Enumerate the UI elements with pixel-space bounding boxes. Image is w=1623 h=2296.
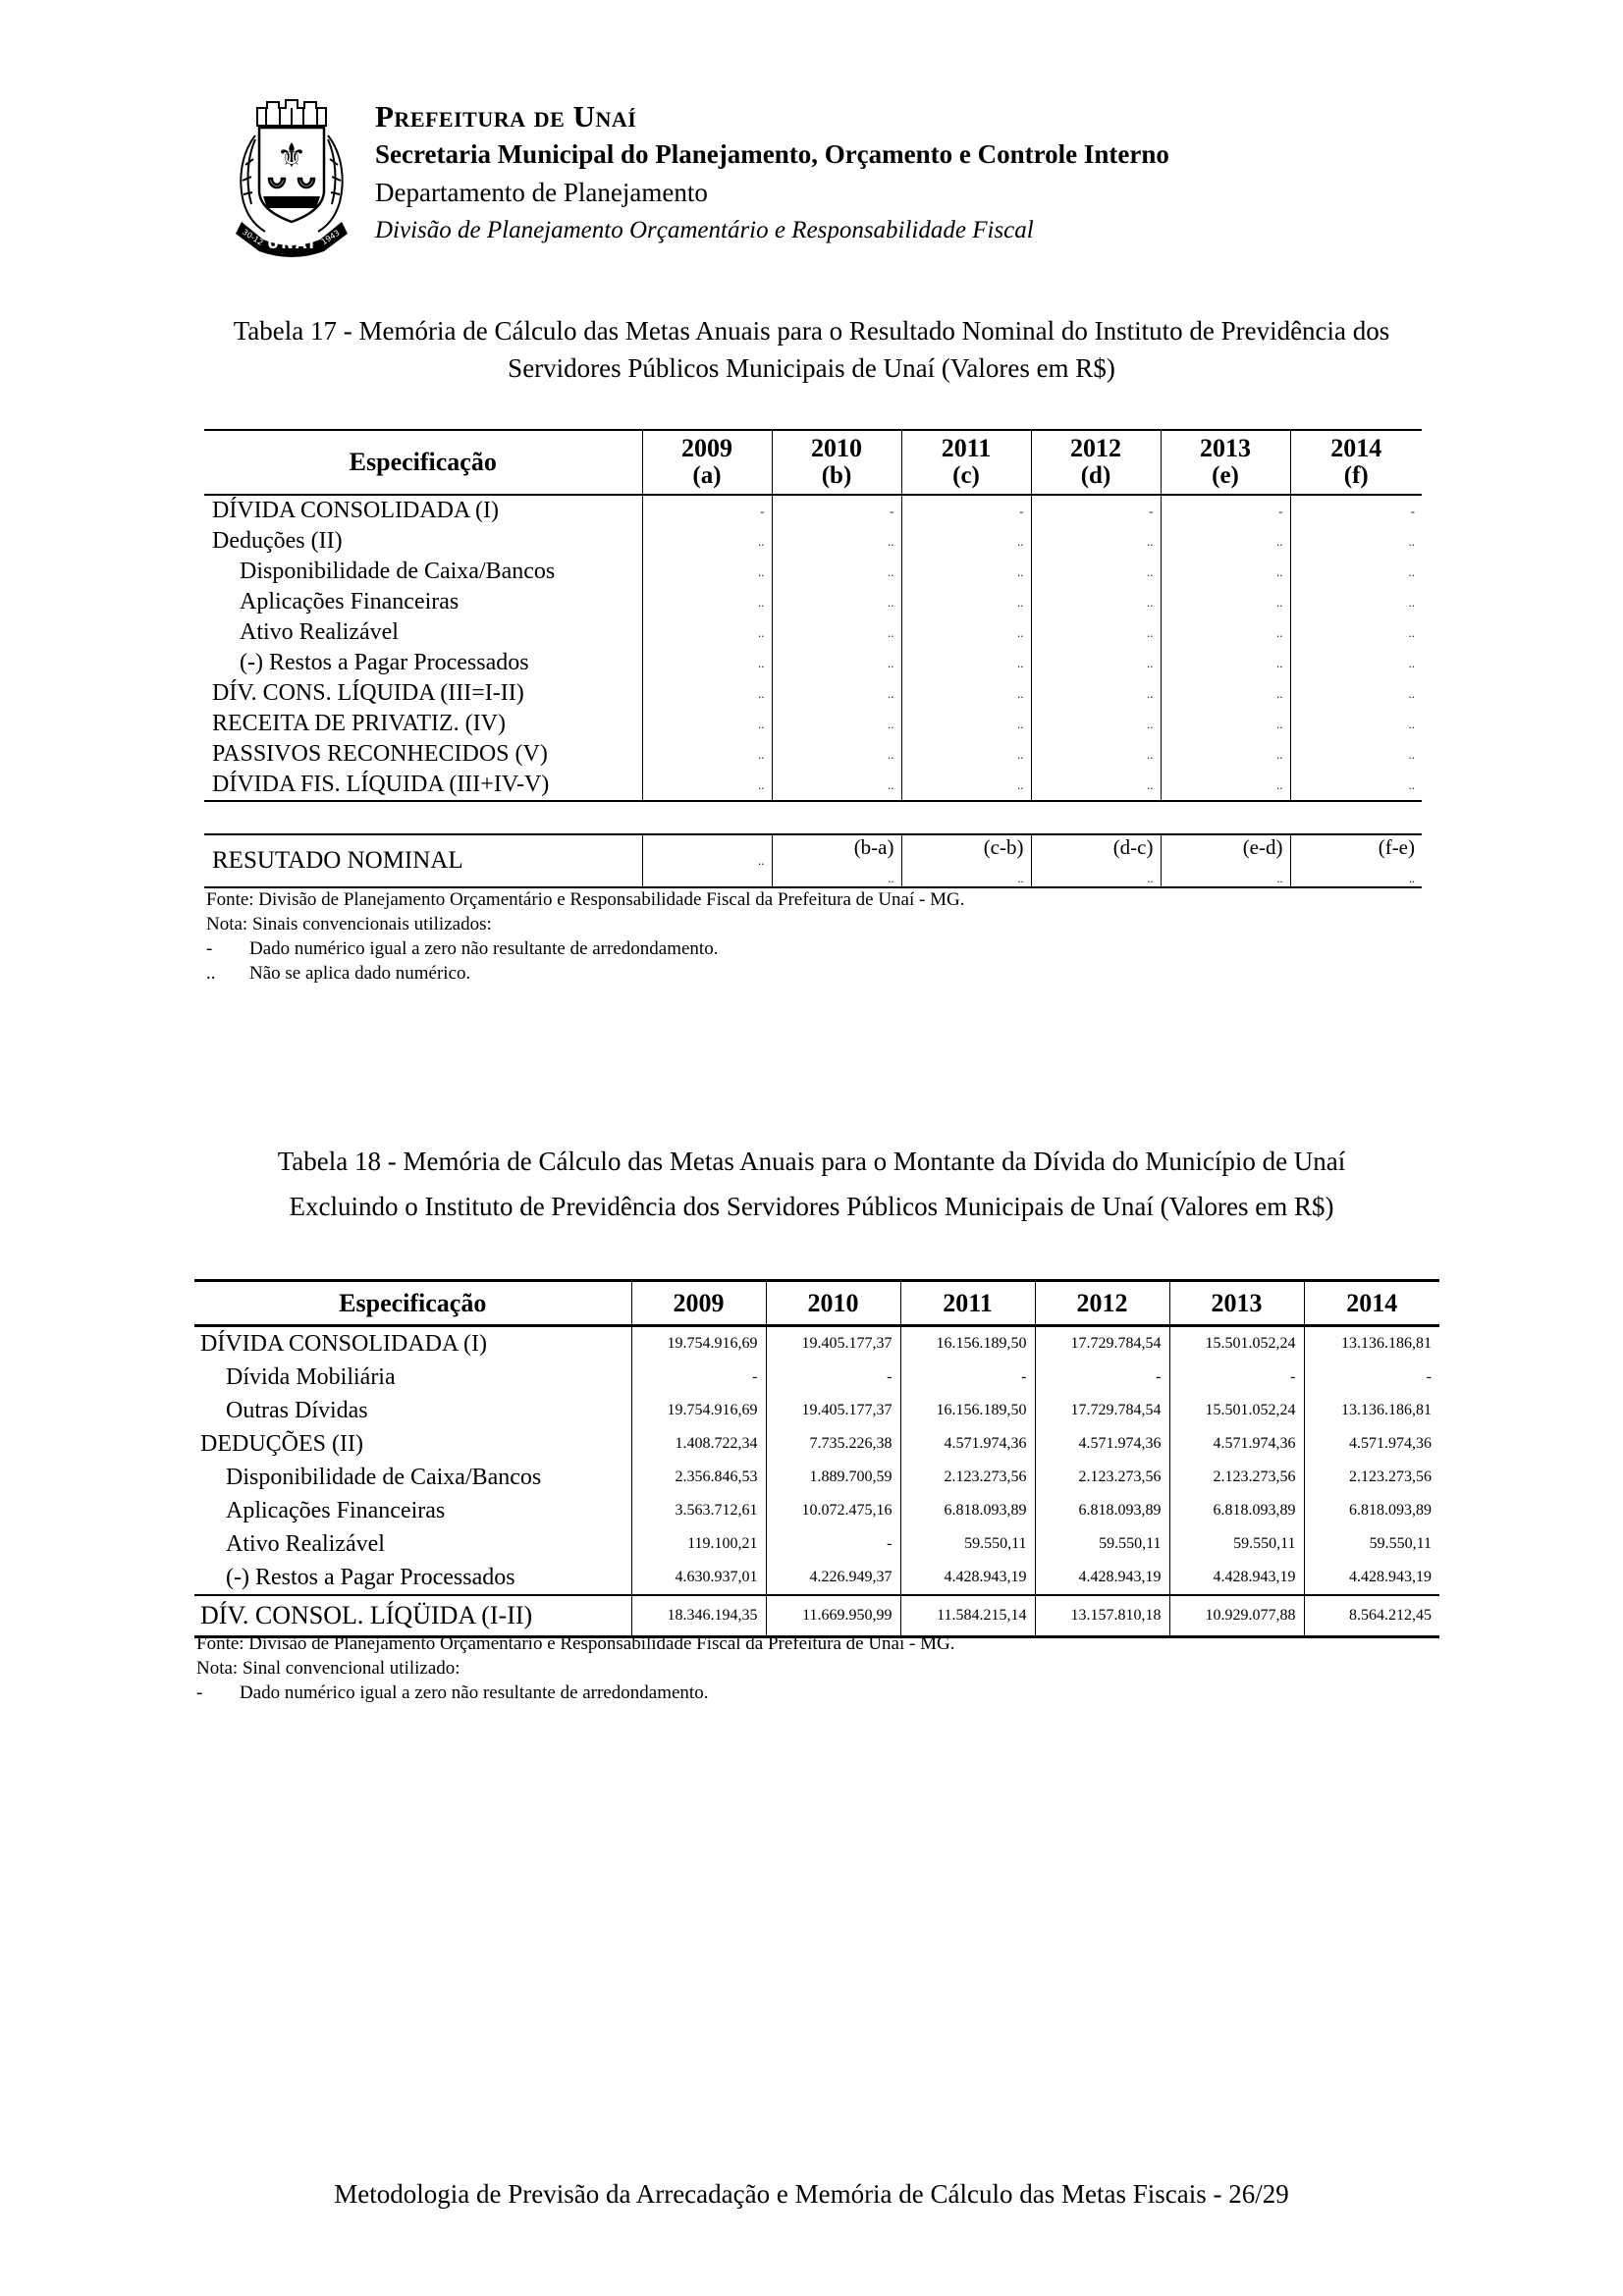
- cell-value: ..: [1161, 587, 1290, 617]
- cell-value: ..: [1290, 557, 1422, 587]
- secretariat-line: Secretaria Municipal do Planejamento, Orçamento e Controle Interno: [375, 139, 1169, 169]
- table18-header-row: [194, 1281, 1439, 1326]
- row-label: Disponibilidade de Caixa/Bancos: [226, 1464, 542, 1490]
- cell-value: 16.156.189,50: [900, 1394, 1035, 1427]
- row-label: DEDUÇÕES (II): [200, 1430, 363, 1457]
- row-label: DÍV. CONS. LÍQUIDA (III=I-II): [212, 680, 524, 706]
- row-label: (-) Restos a Pagar Processados: [240, 650, 529, 675]
- year-label: 2011: [941, 434, 992, 462]
- shield-icon: [259, 128, 324, 222]
- year-label: 2009: [681, 434, 732, 462]
- cell-value: -: [1035, 1361, 1169, 1394]
- formula-cell: [1290, 834, 1422, 887]
- row-label: Aplicações Financeiras: [240, 589, 460, 614]
- table18-row: [194, 1461, 1439, 1494]
- cell-value: ..: [772, 678, 901, 709]
- nominal-result-label: RESUTADO NOMINAL: [212, 847, 463, 874]
- banner-date-right: 1943: [319, 228, 342, 247]
- row-label: DÍVIDA FIS. LÍQUIDA (III+IV-V): [212, 772, 550, 797]
- table17-row: [204, 739, 1422, 770]
- row-label: Dívida Mobiliária: [226, 1363, 396, 1390]
- cell-value: 13.157.810,18: [1035, 1595, 1169, 1637]
- cell-value: ..: [772, 526, 901, 557]
- formula-cell: [901, 834, 1031, 887]
- cell-value: ..: [1290, 648, 1422, 678]
- note-mark: -: [196, 1682, 203, 1703]
- table18-year-header: 2012: [1035, 1281, 1169, 1326]
- cell-value: 2.123.273,56: [900, 1461, 1035, 1494]
- cell-value: ..: [1290, 587, 1422, 617]
- cell-value: -: [1161, 495, 1290, 526]
- table18-row: [194, 1494, 1439, 1527]
- cell-value: -: [900, 1361, 1035, 1394]
- cell-value: ..: [901, 678, 1031, 709]
- mural-crown-icon: [257, 100, 326, 126]
- table17-row: [204, 678, 1422, 709]
- table17-row: [204, 557, 1422, 587]
- table17-year-header: [1031, 430, 1161, 495]
- cell-value: 6.818.093,89: [900, 1494, 1035, 1527]
- table17-year-header: [1290, 430, 1422, 495]
- cell-value: ..: [1031, 587, 1161, 617]
- table18-note-item: [196, 1681, 954, 1705]
- cell-value: 2.123.273,56: [1035, 1461, 1169, 1494]
- row-label: Ativo Realizável: [240, 619, 399, 645]
- row-label: Ativo Realizável: [226, 1530, 385, 1557]
- table17-year-header: [1161, 430, 1290, 495]
- cell-value: ..: [1031, 770, 1161, 801]
- cell-value: 10.072.475,16: [766, 1494, 900, 1527]
- cell-value: ..: [642, 739, 772, 770]
- cell-value: ..: [901, 617, 1031, 648]
- cell-value: 4.630.937,01: [631, 1561, 766, 1595]
- formula-label: (f-e): [1378, 835, 1415, 859]
- table18-title: Tabela 18 - Memória de Cálculo das Metas Anuais para o Montante da Dívida do Município de Unaí Excluindo o Instituto de Previdência dos Servidores Públicos Municipais de Unaí (Valores em R$): [277, 1147, 1346, 1221]
- table18-row: [194, 1361, 1439, 1394]
- cell-value: -: [631, 1361, 766, 1394]
- letterhead: [234, 96, 1169, 261]
- cell-value: ..: [1031, 617, 1161, 648]
- cell-value: ..: [1290, 770, 1422, 801]
- page-footer: Metodologia de Previsão da Arrecadação e Memória de Cálculo das Metas Fiscais - 26/29: [334, 2179, 1289, 2209]
- cell-value: 4.428.943,19: [900, 1561, 1035, 1595]
- formula-wrap: [1162, 835, 1290, 885]
- banner-date-left: 30-12: [241, 227, 265, 248]
- cell-value: 4.571.974,36: [1304, 1427, 1439, 1461]
- table17: [204, 429, 1422, 802]
- cell-value: ..: [901, 739, 1031, 770]
- formula-cell: [1031, 834, 1161, 887]
- table17-note-item: [206, 961, 964, 986]
- formula-cell: [772, 834, 901, 887]
- table18-row: [194, 1394, 1439, 1427]
- cell-value: 59.550,11: [1035, 1527, 1169, 1561]
- table18-notes: [196, 1631, 954, 1705]
- cell-value: ..: [1161, 617, 1290, 648]
- table18-source: Fonte: Divisão de Planejamento Orçamentário e Responsabilidade Fiscal da Prefeitura de Unaí - MG.: [196, 1633, 955, 1654]
- row-label: PASSIVOS RECONHECIDOS (V): [212, 741, 548, 767]
- cell-value: ..: [1031, 709, 1161, 739]
- cell-value: ..: [901, 770, 1031, 801]
- cell-value: 119.100,21: [631, 1527, 766, 1561]
- cell-value: ..: [1290, 617, 1422, 648]
- formula-value: ..: [1409, 872, 1415, 885]
- table17-row: [204, 526, 1422, 557]
- cell-value: 4.428.943,19: [1169, 1561, 1304, 1595]
- cell-value: ..: [772, 770, 901, 801]
- cell-value: ..: [1161, 557, 1290, 587]
- cell-value: 6.818.093,89: [1304, 1494, 1439, 1527]
- cell-value: ..: [642, 770, 772, 801]
- table18-row: [194, 1427, 1439, 1461]
- row-label: Deduções (II): [212, 528, 343, 554]
- cell-value: -: [1304, 1361, 1439, 1394]
- cell-value: ..: [1161, 709, 1290, 739]
- table18-row: [194, 1527, 1439, 1561]
- cell-value: 18.346.194,35: [631, 1595, 766, 1637]
- note-text: Dado numérico igual a zero não resultante de arredondamento.: [249, 938, 719, 959]
- cell-value: ..: [772, 739, 901, 770]
- cell-value: -: [901, 495, 1031, 526]
- cell-value: 15.501.052,24: [1169, 1394, 1304, 1427]
- note-text: Não se aplica dado numérico.: [249, 963, 471, 984]
- cell-value: ..: [1161, 770, 1290, 801]
- year-label: 2013: [1200, 434, 1251, 462]
- cell-value: ..: [901, 526, 1031, 557]
- banner-text: UNAÍ: [267, 235, 316, 252]
- cell-value: ..: [1161, 739, 1290, 770]
- nominal-result-row: [204, 834, 1422, 887]
- formula-label: (d-c): [1112, 835, 1154, 859]
- cell-value: 19.754.916,69: [631, 1394, 766, 1427]
- cell-value: 3.563.712,61: [631, 1494, 766, 1527]
- cell-value: 19.754.916,69: [631, 1326, 766, 1362]
- cell-value: ..: [901, 648, 1031, 678]
- table17-source: Fonte: Divisão de Planejamento Orçamentário e Responsabilidade Fiscal da Prefeitura de Unaí - MG.: [206, 889, 965, 910]
- cell-value: 2.356.846,53: [631, 1461, 766, 1494]
- cell-value: -: [1031, 495, 1161, 526]
- table17-row: [204, 648, 1422, 678]
- table17-title: Tabela 17 - Memória de Cálculo das Metas Anuais para o Resultado Nominal do Instituto de Previdência dos Servidores Públicos Municipais de Unaí (Valores em R$): [233, 316, 1390, 383]
- cell-value: 4.428.943,19: [1304, 1561, 1439, 1595]
- table17-spec-header: Especificação: [204, 430, 642, 495]
- cell-value: 15.501.052,24: [1169, 1326, 1304, 1362]
- cell-value: 1.408.722,34: [631, 1427, 766, 1461]
- cell-value: ..: [1031, 557, 1161, 587]
- cell-value: ..: [772, 648, 901, 678]
- formula-wrap: [1032, 835, 1161, 885]
- cell-value: ..: [772, 587, 901, 617]
- cell-value: 59.550,11: [1169, 1527, 1304, 1561]
- table18-note-heading: Nota: Sinal convencional utilizado:: [196, 1658, 460, 1679]
- cell-value: ..: [772, 557, 901, 587]
- note-text: Dado numérico igual a zero não resultante de arredondamento.: [240, 1682, 709, 1703]
- cell-value: -: [1290, 495, 1422, 526]
- table18-year-header: 2010: [766, 1281, 900, 1326]
- cell-value: ..: [642, 678, 772, 709]
- year-letter: (b): [821, 462, 852, 489]
- formula-wrap: [902, 835, 1031, 885]
- year-label: 2014: [1330, 434, 1382, 462]
- table18: [194, 1279, 1439, 1638]
- department-line: Departamento de Planejamento: [375, 178, 708, 207]
- cell-value: ..: [642, 709, 772, 739]
- cell-value: 19.405.177,37: [766, 1326, 900, 1362]
- cell-value: 1.889.700,59: [766, 1461, 900, 1494]
- cell-value: ..: [1161, 678, 1290, 709]
- cell-value: 11.669.950,99: [766, 1595, 900, 1637]
- row-label: Outras Dívidas: [226, 1397, 368, 1423]
- table17-row: [204, 770, 1422, 801]
- cell-value: 59.550,11: [1304, 1527, 1439, 1561]
- cell-value: 6.818.093,89: [1169, 1494, 1304, 1527]
- table17-note-heading: Nota: Sinais convencionais utilizados:: [206, 914, 492, 934]
- row-label: DÍVIDA CONSOLIDADA (I): [212, 498, 499, 523]
- cell-value: ..: [1031, 526, 1161, 557]
- cell-value: ..: [1031, 678, 1161, 709]
- nominal-result-first-value: ..: [642, 834, 772, 887]
- table17-row: [204, 709, 1422, 739]
- cell-value: 8.564.212,45: [1304, 1595, 1439, 1637]
- nominal-result-table: [204, 833, 1422, 888]
- cell-value: -: [1169, 1361, 1304, 1394]
- table17-year-header: [772, 430, 901, 495]
- cell-value: 19.405.177,37: [766, 1394, 900, 1427]
- cell-value: -: [642, 495, 772, 526]
- year-letter: (d): [1080, 462, 1111, 489]
- row-label: (-) Restos a Pagar Processados: [226, 1564, 515, 1590]
- formula-value: ..: [1147, 872, 1154, 885]
- cell-value: ..: [901, 709, 1031, 739]
- row-label: DÍV. CONSOL. LÍQÜIDA (I-II): [194, 1595, 631, 1637]
- formula-cell: [1161, 834, 1290, 887]
- table17-row: [204, 495, 1422, 526]
- table18-year-header: 2013: [1169, 1281, 1304, 1326]
- cell-value: ..: [642, 617, 772, 648]
- cell-value: ..: [1290, 709, 1422, 739]
- formula-label: (e-d): [1242, 835, 1283, 859]
- cell-value: 16.156.189,50: [900, 1326, 1035, 1362]
- table18-spec-header: Especificação: [194, 1281, 631, 1326]
- cell-value: ..: [642, 648, 772, 678]
- org-name: Prefeitura de Unaí: [375, 99, 637, 133]
- shield-band: [263, 196, 320, 208]
- cell-value: 59.550,11: [900, 1527, 1035, 1561]
- cell-value: ..: [642, 526, 772, 557]
- table18-row: [194, 1561, 1439, 1595]
- cell-value: ..: [1161, 526, 1290, 557]
- cell-value: -: [766, 1361, 900, 1394]
- table18-row: [194, 1326, 1439, 1362]
- cell-value: ..: [1161, 648, 1290, 678]
- cell-value: 2.123.273,56: [1169, 1461, 1304, 1494]
- table17-note-item: [206, 936, 964, 961]
- municipal-coat-of-arms: [234, 96, 350, 261]
- letterhead-text: [375, 96, 1169, 261]
- formula-label: (c-b): [983, 835, 1024, 859]
- cell-value: 7.735.226,38: [766, 1427, 900, 1461]
- cell-value: -: [772, 495, 901, 526]
- cell-value: 6.818.093,89: [1035, 1494, 1169, 1527]
- note-mark: ..: [206, 963, 216, 984]
- note-mark: -: [206, 938, 213, 959]
- row-label: Aplicações Financeiras: [226, 1497, 446, 1523]
- cell-value: ..: [1290, 739, 1422, 770]
- cell-value: 4.226.949,37: [766, 1561, 900, 1595]
- cell-value: 4.571.974,36: [900, 1427, 1035, 1461]
- cell-value: 17.729.784,54: [1035, 1394, 1169, 1427]
- cell-value: 4.571.974,36: [1035, 1427, 1169, 1461]
- table17-row: [204, 587, 1422, 617]
- year-letter: (f): [1343, 462, 1369, 489]
- formula-value: ..: [888, 872, 894, 885]
- formula-label: (b-a): [853, 835, 894, 859]
- year-letter: (e): [1212, 462, 1239, 489]
- cell-value: ..: [642, 557, 772, 587]
- cell-value: ..: [1031, 648, 1161, 678]
- table17-header-row: [204, 430, 1422, 495]
- cell-value: 13.136.186,81: [1304, 1326, 1439, 1362]
- cell-value: ..: [1290, 678, 1422, 709]
- banner-ribbon-icon: [236, 222, 348, 257]
- table17-row: [204, 617, 1422, 648]
- cell-value: ..: [901, 587, 1031, 617]
- table17-notes: [206, 887, 964, 986]
- formula-wrap: [773, 835, 901, 885]
- formula-value: ..: [1017, 872, 1024, 885]
- cell-value: 17.729.784,54: [1035, 1326, 1169, 1362]
- table17-year-header: [642, 430, 772, 495]
- cell-value: ..: [772, 709, 901, 739]
- table17-year-header: [901, 430, 1031, 495]
- cell-value: 4.571.974,36: [1169, 1427, 1304, 1461]
- cell-value: 13.136.186,81: [1304, 1394, 1439, 1427]
- cell-value: -: [766, 1527, 900, 1561]
- division-line: Divisão de Planejamento Orçamentário e Responsabilidade Fiscal: [375, 217, 1034, 243]
- cell-value: 11.584.215,14: [900, 1595, 1035, 1637]
- table18-year-header: 2009: [631, 1281, 766, 1326]
- cell-value: 4.428.943,19: [1035, 1561, 1169, 1595]
- formula-wrap: [1291, 835, 1423, 885]
- cell-value: ..: [901, 557, 1031, 587]
- year-letter: (a): [692, 462, 722, 489]
- row-label: DÍVIDA CONSOLIDADA (I): [200, 1330, 487, 1357]
- year-label: 2012: [1070, 434, 1121, 462]
- row-label: Disponibilidade de Caixa/Bancos: [240, 559, 556, 584]
- cell-value: ..: [772, 617, 901, 648]
- cell-value: ..: [642, 587, 772, 617]
- cell-value: ..: [1290, 526, 1422, 557]
- fleur-de-lis-icon: ⚜: [276, 136, 307, 176]
- cell-value: 2.123.273,56: [1304, 1461, 1439, 1494]
- row-label: RECEITA DE PRIVATIZ. (IV): [212, 711, 506, 736]
- table18-year-header: 2011: [900, 1281, 1035, 1326]
- year-label: 2010: [811, 434, 862, 462]
- formula-value: ..: [1276, 872, 1283, 885]
- year-letter: (c): [952, 462, 980, 489]
- table18-year-header: 2014: [1304, 1281, 1439, 1326]
- cell-value: ..: [1031, 739, 1161, 770]
- cell-value: 10.929.077,88: [1169, 1595, 1304, 1637]
